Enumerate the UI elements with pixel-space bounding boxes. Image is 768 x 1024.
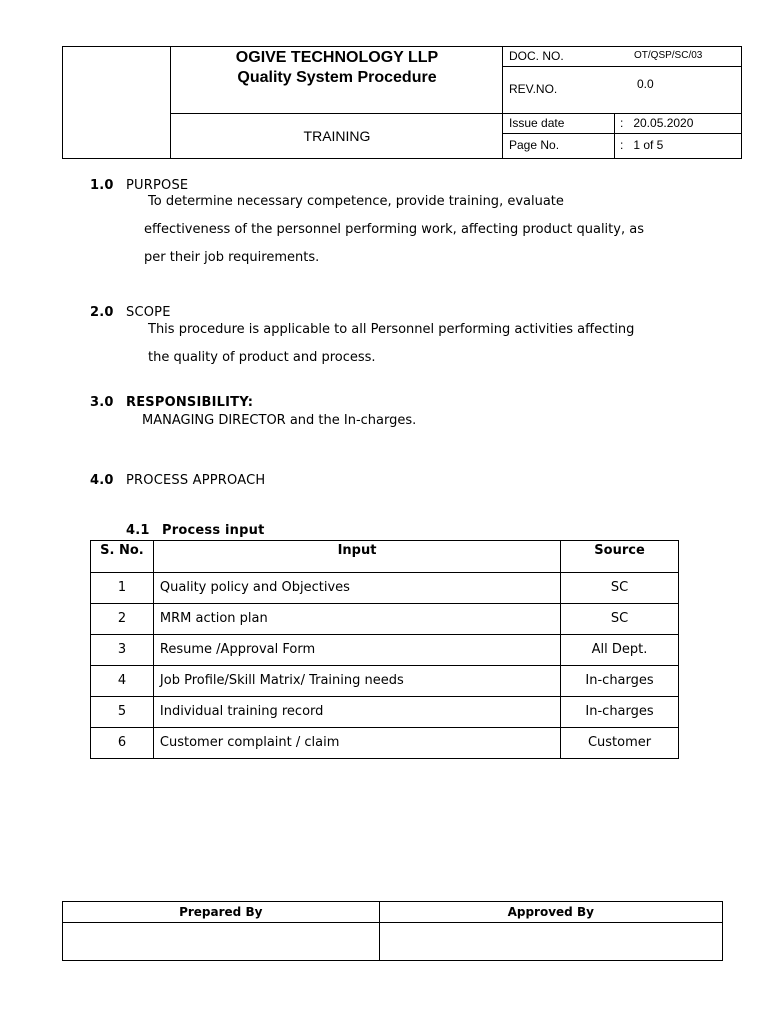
header-divider xyxy=(502,133,742,134)
section-number: 2.0 xyxy=(90,305,114,320)
table-row xyxy=(91,604,679,635)
cell-sno: 1 xyxy=(91,573,154,604)
cell-source: All Dept. xyxy=(561,635,679,666)
signature-header-row xyxy=(63,902,723,923)
issue-date-value: : 20.05.2020 xyxy=(620,116,694,130)
approved-by-signature-cell xyxy=(379,923,722,961)
column-header-input: Input xyxy=(153,541,560,573)
section-title: PURPOSE xyxy=(126,178,189,193)
table-row xyxy=(91,666,679,697)
cell-sno: 4 xyxy=(91,666,154,697)
cell-source: SC xyxy=(561,604,679,635)
section-title: PROCESS APPROACH xyxy=(126,473,266,488)
cell-source: Customer xyxy=(561,728,679,759)
section-process-heading xyxy=(90,473,265,488)
rev-no-value: 0.0 xyxy=(637,77,654,91)
responsibility-line: MANAGING DIRECTOR and the In-charges. xyxy=(142,413,417,428)
table-row xyxy=(91,728,679,759)
table-header-row xyxy=(91,541,679,573)
subsection-title: Process input xyxy=(162,523,265,538)
process-input-table xyxy=(90,540,679,759)
table-row xyxy=(91,697,679,728)
document-title: TRAINING xyxy=(303,128,371,144)
column-header-source: Source xyxy=(561,541,679,573)
subsection-number: 4.1 xyxy=(126,523,150,538)
cell-sno: 5 xyxy=(91,697,154,728)
table-row xyxy=(91,573,679,604)
company-name: OGIVE TECHNOLOGY LLP xyxy=(235,49,439,66)
purpose-line: per their job requirements. xyxy=(144,250,320,265)
doc-no-label: DOC. NO. xyxy=(509,49,564,63)
header-divider xyxy=(170,46,171,159)
table-row xyxy=(91,635,679,666)
header-divider xyxy=(502,66,742,67)
prepared-by-signature-cell xyxy=(63,923,380,961)
cell-sno: 3 xyxy=(91,635,154,666)
subsection-process-input-heading xyxy=(126,523,264,538)
cell-source: In-charges xyxy=(561,697,679,728)
section-title: SCOPE xyxy=(126,305,171,320)
purpose-line: To determine necessary competence, provide training, evaluate xyxy=(148,194,564,209)
section-number: 1.0 xyxy=(90,178,114,193)
approved-by-label: Approved By xyxy=(379,902,722,923)
cell-input: Resume /Approval Form xyxy=(153,635,560,666)
header-divider xyxy=(614,113,615,159)
scope-line: This procedure is applicable to all Personnel performing activities affecting xyxy=(148,322,635,337)
cell-input: Individual training record xyxy=(153,697,560,728)
cell-sno: 6 xyxy=(91,728,154,759)
scope-line: the quality of product and process. xyxy=(148,350,376,365)
section-number: 4.0 xyxy=(90,473,114,488)
cell-input: Job Profile/Skill Matrix/ Training needs xyxy=(153,666,560,697)
section-title: RESPONSIBILITY: xyxy=(126,395,254,410)
cell-source: In-charges xyxy=(561,666,679,697)
cell-source: SC xyxy=(561,573,679,604)
cell-sno: 2 xyxy=(91,604,154,635)
document-subtitle: Quality System Procedure xyxy=(237,69,437,86)
header-divider xyxy=(502,46,503,159)
purpose-line: effectiveness of the personnel performing work, affecting product quality, as xyxy=(144,222,644,237)
cell-input: Quality policy and Objectives xyxy=(153,573,560,604)
company-title-block xyxy=(172,48,502,88)
signature-row xyxy=(63,923,723,961)
column-header-sno: S. No. xyxy=(91,541,154,573)
header-divider xyxy=(170,113,742,114)
page-no-value: : 1 of 5 xyxy=(620,138,664,152)
signature-table xyxy=(62,901,723,961)
cell-input: Customer complaint / claim xyxy=(153,728,560,759)
prepared-by-label: Prepared By xyxy=(63,902,380,923)
section-number: 3.0 xyxy=(90,395,114,410)
cell-input: MRM action plan xyxy=(153,604,560,635)
page-no-label: Page No. xyxy=(509,138,560,152)
issue-date-label: Issue date xyxy=(509,116,565,130)
rev-no-label: REV.NO. xyxy=(509,82,558,96)
doc-no-value: OT/QSP/SC/03 xyxy=(634,50,703,61)
